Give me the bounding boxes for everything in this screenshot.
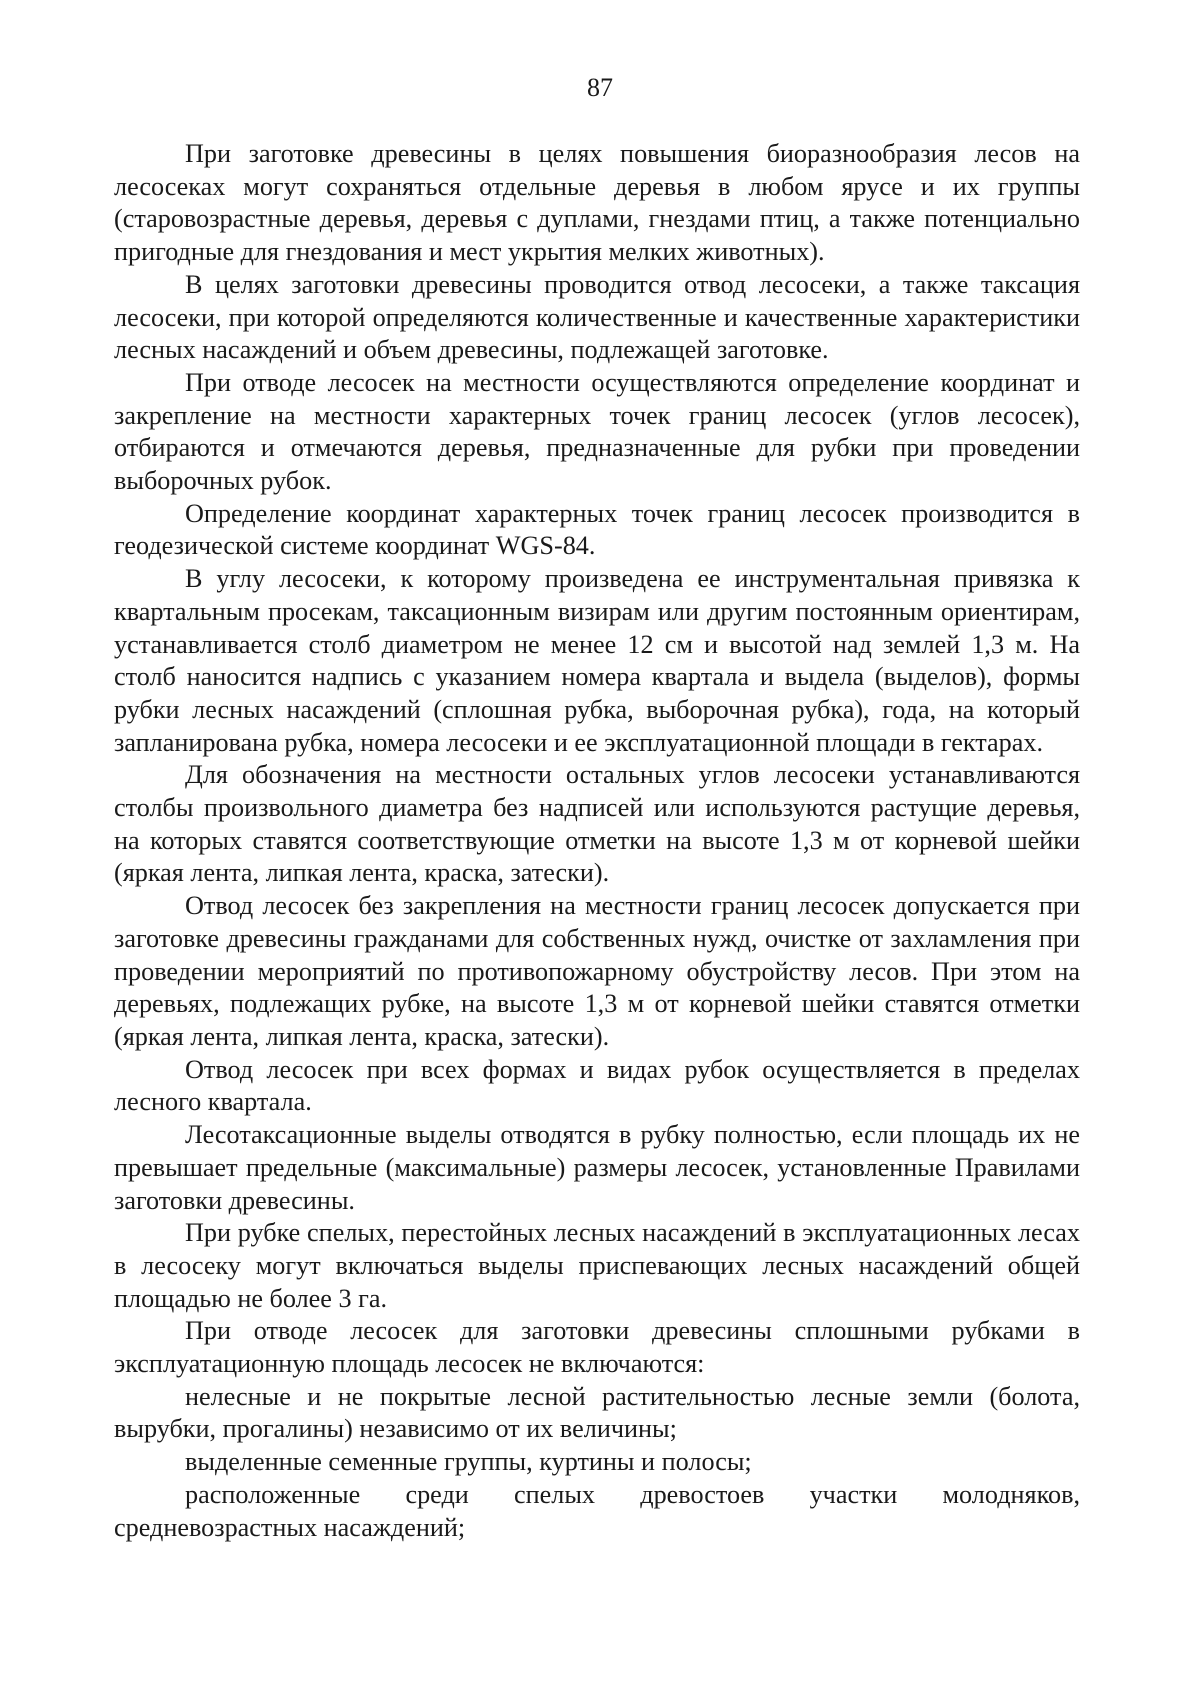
paragraph: Для обозначения на местности остальных углов лесосеки устанавливаются столбы произвольного диаметра без надписей или используются растущие деревья, на которых ставятся соответствующие отметки на высоте 1,3 м от корневой шейки (яркая лента, липкая лента, краска, затески). (114, 760, 1080, 888)
body-text (114, 138, 1080, 1544)
paragraph: В углу лесосеки, к которому произведена ее инструментальная привязка к квартальным просекам, таксационным визирам или другим постоянным ориентирам, устанавливается столб диаметром не менее 12 см и высотой над землей 1,3 м. На столб наносится надпись с указанием номера квартала и выдела (выделов), формы рубки лесных насаждений (сплошная рубка, выборочная рубка), года, на который запланирована рубка, номера лесосеки и ее эксплуатационной площади в гектарах. (114, 564, 1080, 757)
paragraph: Отвод лесосек при всех формах и видах рубок осуществляется в пределах лесного квартала. (114, 1054, 1080, 1117)
paragraph: При отводе лесосек для заготовки древесины сплошными рубками в эксплуатационную площадь лесосек не включаются: (114, 1316, 1080, 1379)
paragraph: В целях заготовки древесины проводится отвод лесосеки, а также таксация лесосеки, при которой определяются количественные и качественные характеристики лесных насаждений и объем древесины, подлежащей заготовке. (114, 269, 1080, 365)
list-item: нелесные и не покрытые лесной растительностью лесные земли (болота, вырубки, прогалины) независимо от их величины; (114, 1381, 1080, 1444)
paragraph: Лесотаксационные выделы отводятся в рубку полностью, если площадь их не превышает предельные (максимальные) размеры лесосек, установленные Правилами заготовки древесины. (114, 1120, 1080, 1215)
page-number: 87 (587, 73, 613, 102)
paragraph: При рубке спелых, перестойных лесных насаждений в эксплуатационных лесах в лесосеку могут включаться выделы приспевающих лесных насаждений общей площадью не более 3 га. (114, 1218, 1080, 1313)
list-item: выделенные семенные группы, куртины и полосы; (185, 1447, 752, 1477)
paragraph: При отводе лесосек на местности осуществляются определение координат и закрепление на местности характерных точек границ лесосек (углов лесосек), отбираются и отмечаются деревья, предназначенные для рубки при проведении выборочных рубок. (114, 367, 1080, 496)
paragraph: Отвод лесосек без закрепления на местности границ лесосек допускается при заготовке древесины гражданами для собственных нужд, очистке от захламления при проведении мероприятий по противопожарному обустройству лесов. При этом на деревьях, подлежащих рубке, на высоте 1,3 м от корневой шейки ставятся отметки (яркая лента, липкая лента, краска, затески). (114, 891, 1080, 1051)
paragraph: Определение координат характерных точек границ лесосек производится в геодезической системе координат WGS-84. (114, 498, 1080, 561)
paragraph: При заготовке древесины в целях повышения биоразнообразия лесов на лесосеках могут сохраняться отдельные деревья в любом ярусе и их группы (старовозрастные деревья, деревья с дуплами, гнездами птиц, а также потенциально пригодные для гнездования и мест укрытия мелких животных). (114, 139, 1080, 267)
list-item: расположенные среди спелых древостоев участки молодняков, средневозрастных насаждений; (114, 1479, 1080, 1542)
